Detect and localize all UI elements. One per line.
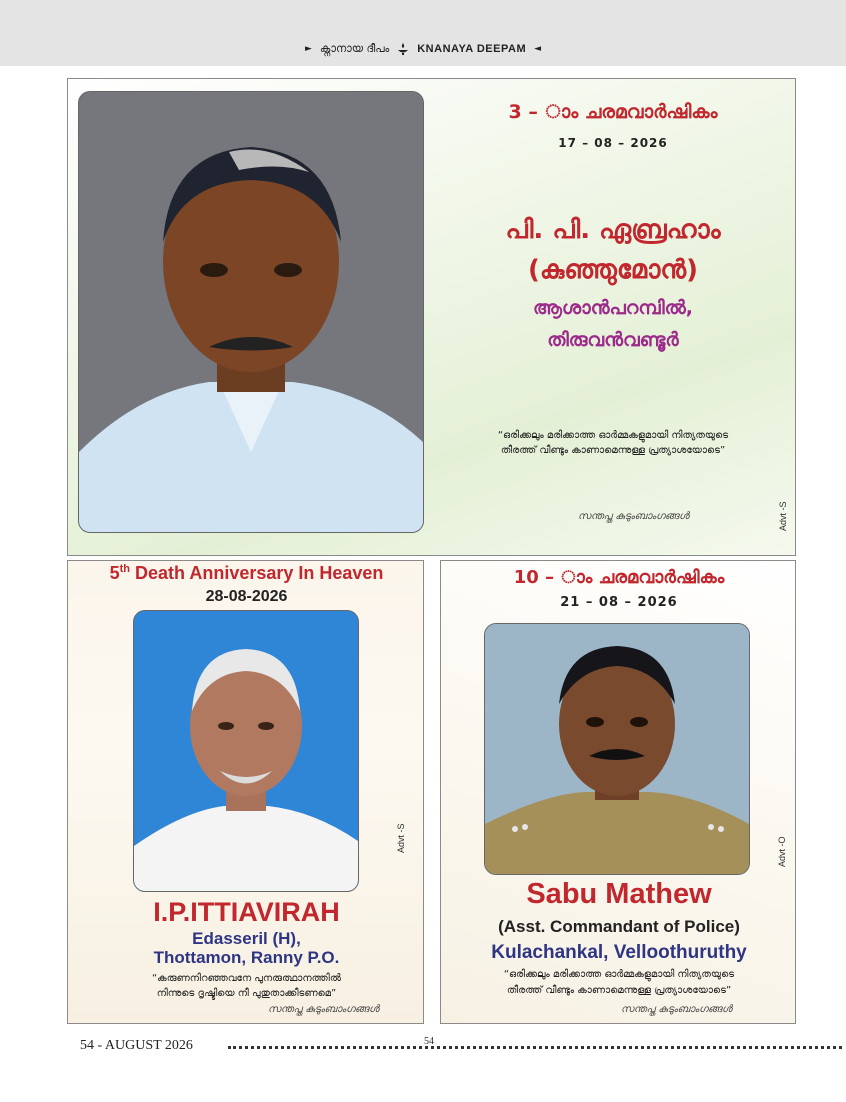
header-right-arrow-icon: ◄ — [534, 44, 542, 54]
deceased-name: I.P.ITTIAVIRAH — [153, 897, 340, 927]
header-title-english: KNANAYA DEEPAM — [417, 43, 527, 55]
anniversary-date: 28-08-2026 — [205, 588, 288, 605]
signature: സന്തപ്ത കുടുംബാംഗങ്ങൾ — [621, 1004, 733, 1015]
quote-line-1: “കരുണനിറഞ്ഞവനേ പുനരുത്ഥാനത്തിൽ — [152, 973, 341, 984]
quote-line-2: തീരത്ത് വീണ്ടും കാണാമെന്നുള്ള പ്രത്യാശയോടെ” — [506, 985, 732, 996]
deceased-name: പി. പി. ഏബ്രഹാം — [505, 215, 721, 245]
portrait-illustration — [134, 611, 358, 891]
anniversary-title: 3 – ാം ചരമവാർഷികം — [508, 101, 718, 123]
portrait-photo — [78, 91, 424, 533]
anniversary-number: 5 — [109, 563, 120, 583]
quote-line-2: തീരത്ത് വീണ്ടും കാണാമെന്നുള്ള പ്രത്യാശയോടെ” — [500, 445, 726, 456]
advt-code: Advt -O — [777, 836, 787, 867]
anniversary-date: 17 – 08 – 2026 — [558, 136, 668, 150]
portrait-illustration — [485, 624, 749, 874]
portrait-photo — [484, 623, 750, 875]
address-line-1: Edasseril (H), — [192, 929, 301, 948]
portrait-illustration — [79, 92, 423, 532]
footer-dotted-rule — [228, 1046, 842, 1049]
page-header — [0, 38, 846, 60]
memorial-ad-ittiavirah — [67, 560, 424, 1024]
anniversary-title — [68, 563, 424, 584]
portrait-photo — [133, 610, 359, 892]
anniversary-text: Death Anniversary In Heaven — [129, 563, 384, 583]
quote-line-1: “ഒരിക്കലും മരിക്കാത്ത ഓർമ്മകളുമായി നിത്യതയുടെ — [497, 430, 729, 441]
designation: (Asst. Commandant of Police) — [498, 917, 740, 936]
signature: സന്തപ്ത കുടുംബാംഗങ്ങൾ — [268, 1004, 380, 1015]
place-name: തിരുവൻവണ്ടൂർ — [547, 329, 679, 351]
header-left-arrow-icon: ► — [304, 44, 312, 54]
address: Kulachankal, Velloothuruthy — [491, 942, 747, 963]
anniversary-ordinal: th — [119, 563, 130, 575]
footer-page-number: 54 — [424, 1036, 434, 1047]
advt-code: Advt -S — [396, 823, 406, 853]
memorial-ad-abraham — [67, 78, 796, 556]
advt-code: Advt -S — [778, 501, 788, 531]
oil-lamp-icon — [397, 42, 409, 56]
deceased-nickname: (കുഞ്ഞുമോൻ) — [528, 255, 698, 285]
header-title-malayalam: ക്നാനായ ദീപം — [319, 42, 390, 55]
memorial-ad-sabu-mathew — [440, 560, 796, 1024]
deceased-name: Sabu Mathew — [526, 878, 712, 910]
house-name: ആശാൻപറമ്പിൽ, — [532, 297, 694, 319]
anniversary-date: 21 – 08 – 2026 — [560, 595, 678, 610]
footer-page-label: 54 - AUGUST 2026 — [80, 1038, 193, 1053]
quote-line-2: നിന്നുടെ ദൃഷ്ടിയെ നീ പുതുതാക്കീടണമെ” — [156, 988, 337, 999]
quote-line-1: “ഒരിക്കലും മരിക്കാത്ത ഓർമ്മകളുമായി നിത്യതയുടെ — [503, 969, 735, 980]
anniversary-title: 10 – ാം ചരമവാർഷികം — [513, 567, 725, 588]
address-line-2: Thottamon, Ranny P.O. — [153, 948, 340, 967]
signature: സന്തപ്ത കുടുംബാംഗങ്ങൾ — [578, 511, 690, 522]
